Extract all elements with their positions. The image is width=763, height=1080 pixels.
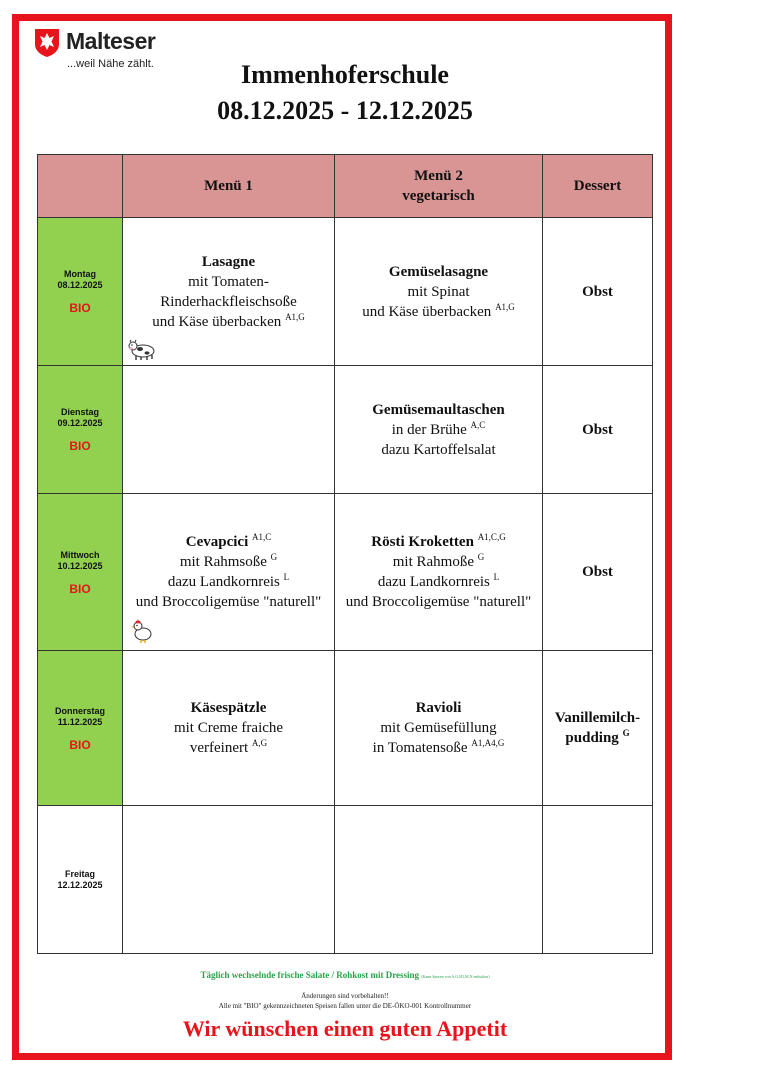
table-row — [38, 806, 653, 954]
bio-badge: BIO — [69, 301, 91, 315]
chicken-icon — [131, 618, 153, 644]
day-cell: Mittwoch 10.12.2025 BIO — [38, 494, 123, 651]
logo-brand: Malteser — [66, 28, 156, 54]
menu1-header: Menü 1 — [123, 155, 335, 218]
bio-badge: BIO — [69, 581, 91, 596]
day-cell: Montag 08.12.2025 BIO — [38, 218, 123, 366]
menu2-cell: Ravioli mit Gemüsefüllung in Tomatensoße $^{A1,A4,G}$ — [335, 651, 543, 806]
dessert-header: Dessert — [543, 155, 653, 218]
dessert-cell — [543, 806, 653, 954]
table-row — [38, 366, 653, 494]
dessert-cell: Obst — [543, 494, 653, 651]
day-cell: Dienstag 09.12.2025 BIO — [38, 366, 123, 494]
menu1-cell — [123, 366, 335, 494]
maltese-cross-icon — [34, 28, 60, 58]
day-cell: Donnerstag 11.12.2025 BIO — [38, 651, 123, 806]
table-row — [38, 218, 653, 366]
corner-cell — [38, 155, 123, 218]
dessert-cell: Obst — [543, 366, 653, 494]
menu1-cell: Cevapcici $^{A1,C}$ mit Rahmsoße $^G$ dazu Landkornreis $^L$ und Broccoligemüse "naturell" — [123, 494, 335, 651]
menu1-cell: Lasagne mit Tomaten- Rinderhackfleischsoße und Käse überbacken $^{A1,G}$ — [123, 218, 335, 366]
menu1-cell — [123, 806, 335, 954]
bio-badge: BIO — [69, 439, 91, 453]
menu2-header: Menü 2 vegetarisch — [335, 155, 543, 218]
menu2-cell: Gemüselasagne mit Spinat und Käse überbacken $^{A1,G}$ — [335, 218, 543, 366]
menu2-cell: Gemüsemaultaschen in der Brühe $^{A,C}$ dazu Kartoffelsalat — [335, 366, 543, 494]
menu1-cell: Käsespätzle mit Creme fraiche verfeinert $^{A,G}$ — [123, 651, 335, 806]
table-row — [38, 651, 653, 806]
bio-badge: BIO — [69, 737, 91, 752]
cow-icon — [127, 337, 157, 361]
day-cell: Freitag 12.12.2025 — [38, 806, 123, 954]
dessert-cell: Obst — [543, 218, 653, 366]
school-title: Immenhoferschule — [241, 60, 449, 89]
logo-slogan: ...weil Nähe zählt. — [67, 58, 154, 70]
greeting: Wir wünschen einen guten Appetit — [182, 1016, 508, 1041]
menu-table — [37, 154, 653, 954]
salads-note: Täglich wechselnde frische Salate / Rohkost mit Dressing (Kann Spuren von A,G,H1,M,N enthalten) — [200, 970, 490, 980]
header-row — [38, 155, 653, 218]
legal-note: Änderungen sind vorbehalten!! Alle mit "BIO" gekennzeichneten Speisen fallen unter die DE-ÖKO-001 Kontrollnummer — [218, 992, 472, 1010]
table-row — [38, 494, 653, 651]
week-period: 08.12.2025 - 12.12.2025 — [217, 96, 473, 125]
menu2-cell: Rösti Kroketten $^{A1,C,G}$ mit Rahmoße $^G$ dazu Landkornreis $^L$ und Broccoligemüse "naturell" — [335, 494, 543, 651]
dessert-cell: Vanillemilch- pudding $^G$ — [543, 651, 653, 806]
menu2-cell — [335, 806, 543, 954]
